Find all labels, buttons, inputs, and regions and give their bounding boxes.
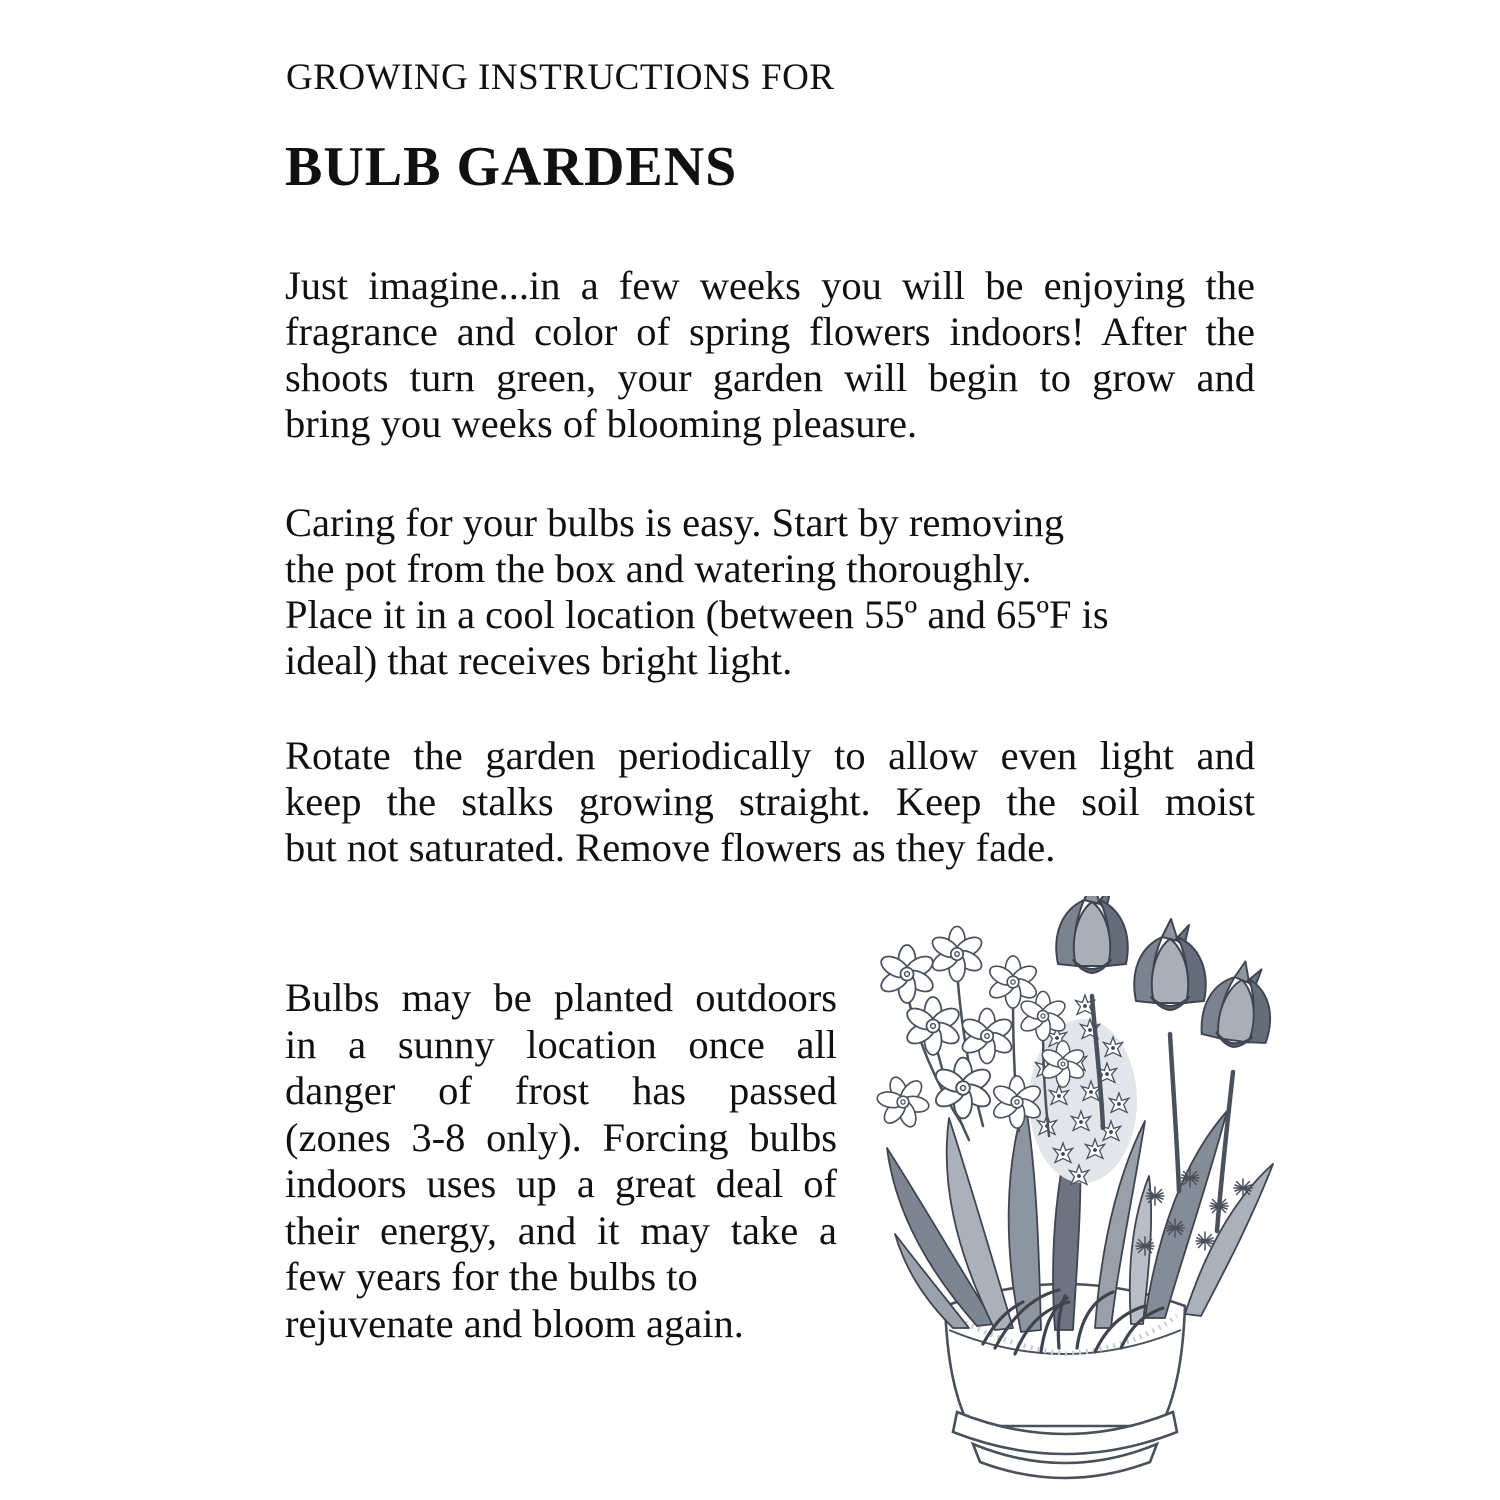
- page-title: BULB GARDENS: [285, 136, 738, 198]
- text-line: Just imagine...in a few weeks you will be enjoying the: [285, 263, 1255, 308]
- intro-paragraph: [285, 263, 1255, 447]
- text-line: Caring for your bulbs is easy. Start by removing: [285, 500, 1065, 545]
- text-line: fragrance and color of spring flowers indoors! After the: [285, 309, 1255, 354]
- text-line: ideal) that receives bright light.: [285, 638, 793, 683]
- text-line: Bulbs may be planted outdoors: [285, 975, 837, 1020]
- text-line: the pot from the box and watering thoroughly.: [285, 546, 1032, 591]
- text-line: danger of frost has passed: [285, 1068, 837, 1113]
- text-line: Place it in a cool location (between 55º and 65ºF is: [285, 592, 1109, 637]
- text-line: bring you weeks of blooming pleasure.: [285, 401, 918, 446]
- text-line: in a sunny location once all: [285, 1021, 837, 1067]
- text-line: few years for the bulbs to: [285, 1254, 698, 1299]
- text-line: rejuvenate and bloom again.: [285, 1300, 744, 1346]
- bulb-garden-illustration: [845, 896, 1315, 1480]
- text-line: indoors uses up a great deal of: [285, 1161, 837, 1206]
- outdoor-planting-paragraph: [285, 975, 837, 1347]
- text-line: Rotate the garden periodically to allow even light and: [285, 733, 1255, 778]
- care-paragraph: [285, 500, 1255, 684]
- text-line: but not saturated. Remove flowers as they fade.: [285, 825, 1056, 870]
- text-line: keep the stalks growing straight. Keep the soil moist: [285, 779, 1255, 824]
- text-line: (zones 3-8 only). Forcing bulbs: [285, 1114, 837, 1160]
- rotate-paragraph: [285, 733, 1255, 871]
- text-line: shoots turn green, your garden will begin to grow and: [285, 355, 1255, 400]
- document-kicker: GROWING INSTRUCTIONS FOR: [286, 57, 835, 98]
- text-line: their energy, and it may take a: [285, 1207, 837, 1253]
